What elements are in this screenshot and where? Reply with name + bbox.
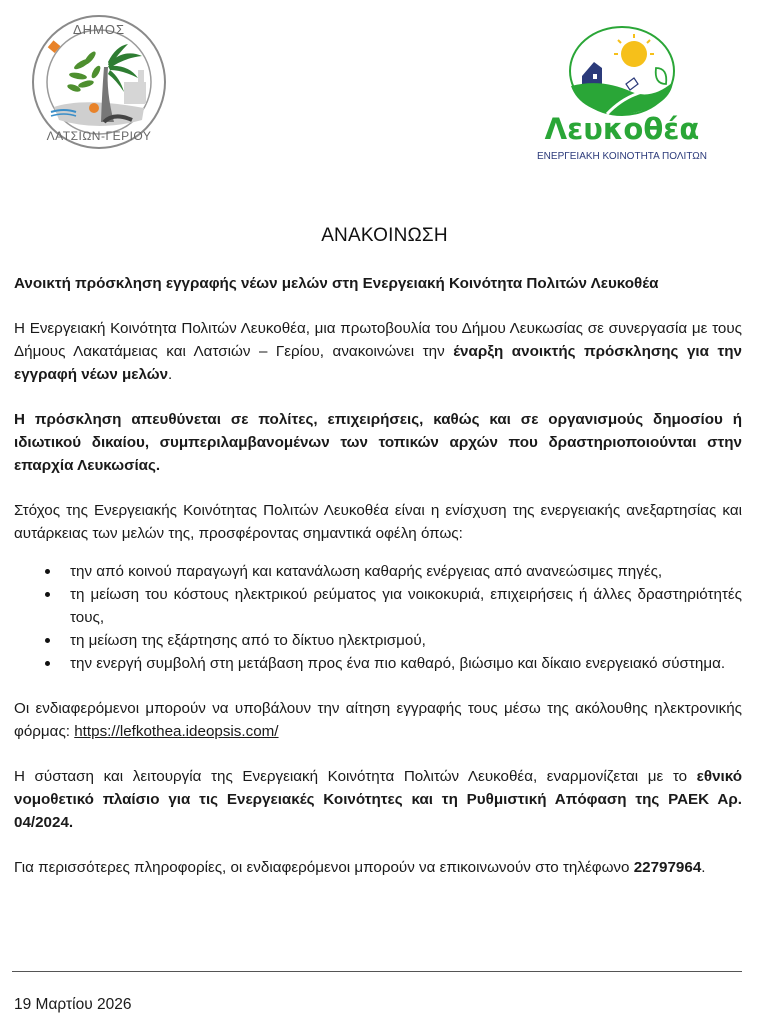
- footer-divider: [12, 971, 742, 972]
- list-item: την ενεργή συμβολή στη μετάβαση προς ένα πιο καθαρό, βιώσιμο και δίκαιο ενεργειακό σύστημα.: [14, 652, 742, 675]
- list-item: τη μείωση του κόστους ηλεκτρικού ρεύματος για νοικοκυριά, επιχειρήσεις ή άλλες δραστηριότητές τους,: [14, 583, 742, 629]
- svg-text:Λευκοθέα: Λευκοθέα: [544, 112, 700, 146]
- eligibility-paragraph: Η πρόσκληση απευθύνεται σε πολίτες, επιχειρήσεις, καθώς και σε οργανισμούς δημοσίου ή ιδιωτικού δικαίου, συμπεριλαμβανομένων των τοπικών αρχών που δραστηριοποιούνται στην επαρχία Λευκωσίας.: [14, 411, 742, 474]
- bullet-icon: [45, 592, 50, 597]
- announcement-subtitle: Ανοικτή πρόσκληση εγγραφής νέων μελών στη Ενεργειακή Κοινότητα Πολιτών Λευκοθέα: [14, 275, 659, 292]
- intro-paragraph: Η Ενεργειακή Κοινότητα Πολιτών Λευκοθέα, μια πρωτοβουλία του Δήμου Λευκωσίας σε συνεργασία με τους Δήμους Λακατάμειας και Λατσιών – Γερίου, ανακοινώνει την έναρξη ανοικτής πρόσκλησης για την εγγραφή νέων μελών.: [14, 320, 742, 383]
- legal-framework-paragraph: Η σύσταση και λειτουργία της Ενεργειακή Κοινότητα Πολιτών Λευκοθέα, εναρμονίζεται με το εθνικό νομοθετικό πλαίσιο για τις Ενεργειακές Κοινότητες και τη Ρυθμιστική Απόφαση της ΡΑΕΚ Αρ. 04/2024.: [14, 768, 742, 831]
- municipality-logo: [24, 12, 174, 152]
- svg-text:ΕΝΕΡΓΕΙΑΚΗ ΚΟΙΝΟΤΗΤΑ ΠΟΛΙΤΩΝ: ΕΝΕΡΓΕΙΑΚΗ ΚΟΙΝΟΤΗΤΑ ΠΟΛΙΤΩΝ: [537, 151, 707, 162]
- lefkothea-emblem-icon: [522, 26, 722, 166]
- benefits-list: [14, 560, 742, 675]
- announcement-date: 19 Μαρτίου 2026: [14, 996, 132, 1013]
- lefkothea-logo: [522, 26, 722, 166]
- phone-number: 22797964: [633, 859, 702, 876]
- registration-form-link[interactable]: https://lefkothea.ideopsis.com/: [74, 723, 279, 740]
- registration-paragraph: Οι ενδιαφερόμενοι μπορούν να υποβάλουν την αίτηση εγγραφής τους μέσω της ακόλουθης ηλεκτρονικής φόρμας: https://lefkothea.ideopsis.com/: [14, 700, 742, 740]
- list-item: την από κοινού παραγωγή και κατανάλωση καθαρής ενέργειας από ανανεώσιμες πηγές,: [14, 560, 742, 583]
- announcement-body: [14, 272, 742, 879]
- goals-paragraph: Στόχος της Ενεργειακής Κοινότητας Πολιτών Λευκοθέα είναι η ενίσχυση της ενεργειακής ανεξαρτησίας και αυτάρκειας των μελών της, προσφέροντας σημαντικά οφέλη όπως:: [14, 502, 742, 542]
- list-item: τη μείωση της εξάρτησης από το δίκτυο ηλεκτρισμού,: [14, 629, 742, 652]
- svg-text:ΔΗΜΟΣ: ΔΗΜΟΣ: [72, 22, 126, 37]
- bullet-icon: [45, 569, 50, 574]
- bullet-icon: [45, 661, 50, 666]
- latsia-geri-emblem-icon: [24, 12, 174, 152]
- announcement-title: ΑΝΑΚΟΙΝΩΣΗ: [321, 225, 448, 246]
- svg-text:ΛΑΤΣΙΩΝ-ΓΕΡΙΟΥ: ΛΑΤΣΙΩΝ-ΓΕΡΙΟΥ: [46, 129, 152, 143]
- contact-paragraph: Για περισσότερες πληροφορίες, οι ενδιαφερόμενοι μπορούν να επικοινωνούν στο τηλέφωνο 22797964.: [14, 859, 706, 876]
- bullet-icon: [45, 638, 50, 643]
